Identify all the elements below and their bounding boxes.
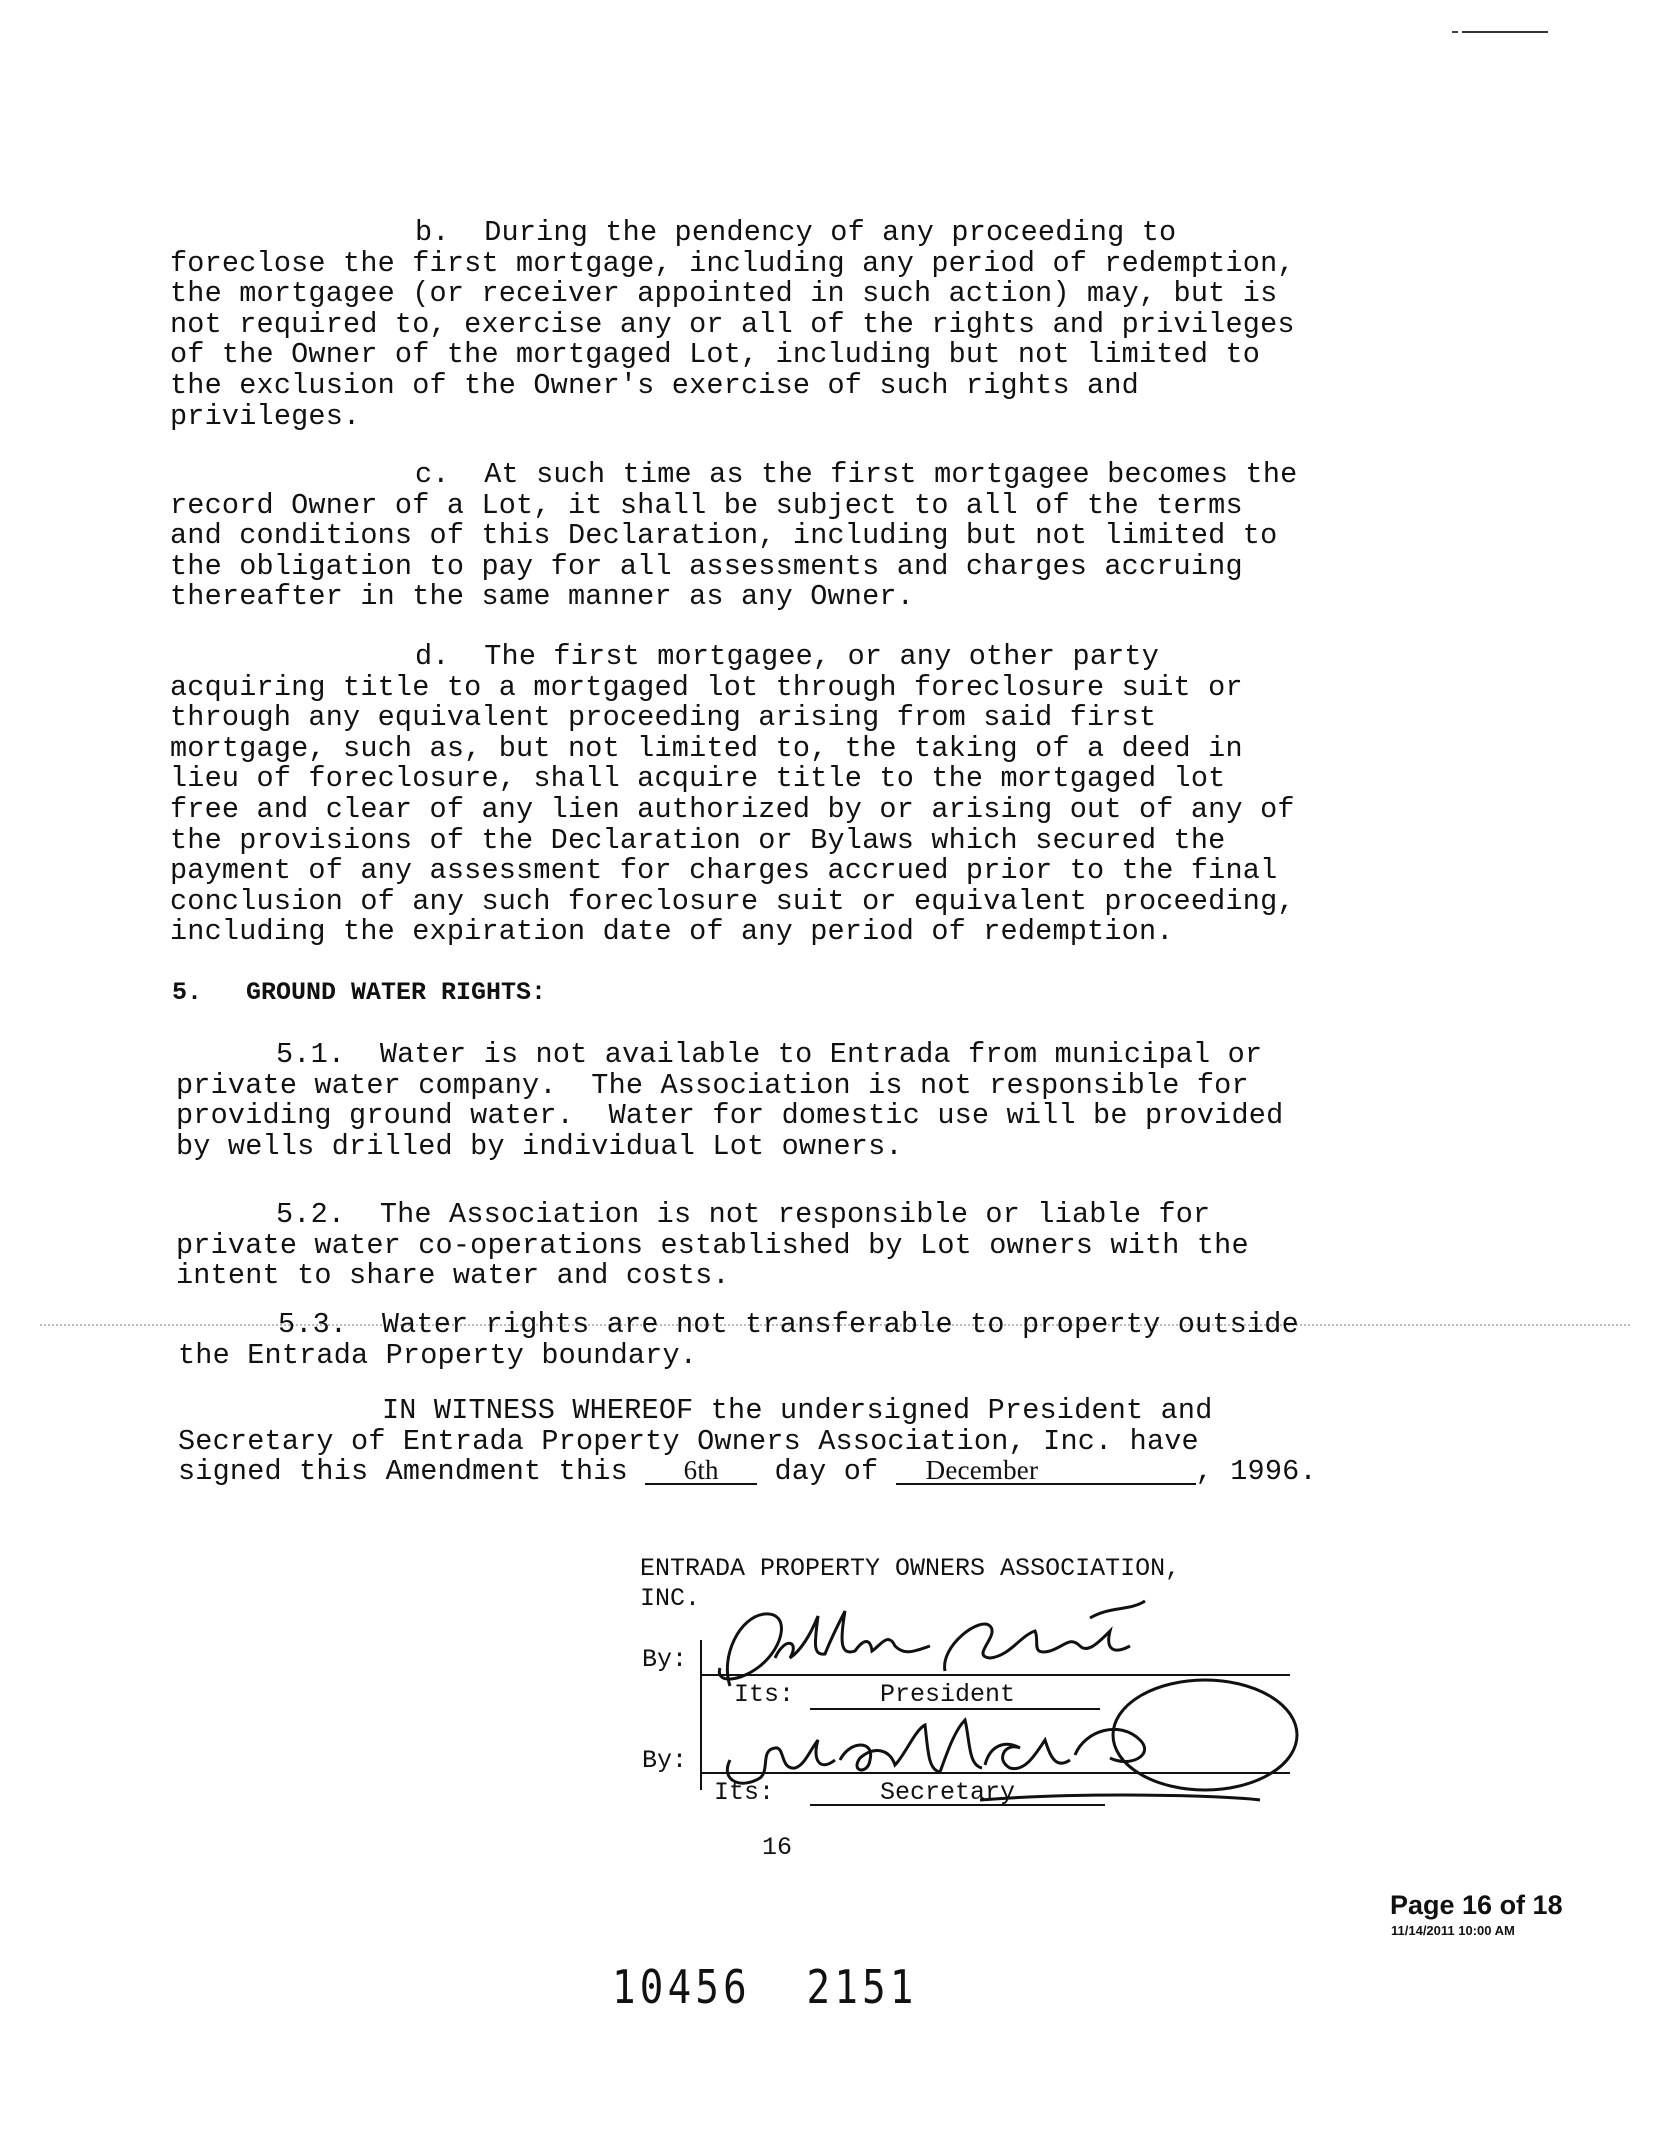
paragraph-b-line: privileges. <box>170 399 361 433</box>
day-field: 6th <box>645 1457 757 1485</box>
paragraph-c <box>170 460 1297 613</box>
paragraph-5-3-line: the Entrada Property boundary. <box>178 1338 698 1372</box>
paragraph-d-line: lieu of foreclosure, shall acquire title to the mortgaged lot <box>170 762 1226 796</box>
paragraph-b-line: of the Owner of the mortgaged Lot, including but not limited to <box>170 338 1261 372</box>
paragraph-5-1-line: providing ground water. Water for domestic use will be provided <box>176 1099 1284 1133</box>
scan-mark-dot <box>1452 31 1458 33</box>
org-name-line: ENTRADA PROPERTY OWNERS ASSOCIATION, <box>640 1554 1181 1583</box>
paragraph-b-line: the exclusion of the Owner's exercise of such rights and <box>170 368 1139 402</box>
paragraph-b-line: the mortgagee (or receiver appointed in such action) may, but is <box>170 277 1278 311</box>
paragraph-d <box>170 642 1295 948</box>
paragraph-c-line: record Owner of a Lot, it shall be subject to all of the terms <box>170 488 1243 522</box>
scan-mark <box>1462 31 1548 33</box>
its-label-secretary: Its: <box>714 1778 775 1807</box>
paragraph-c-line: thereafter in the same manner as any Owner. <box>170 580 915 614</box>
section-title: GROUND WATER RIGHTS: <box>246 978 547 1007</box>
witness-line: day of <box>757 1455 896 1489</box>
paragraph-d-line: acquiring title to a mortgaged lot through foreclosure suit or <box>170 670 1243 704</box>
paragraph-d-label: d. <box>415 640 450 673</box>
paragraph-5-2-label: 5.2. <box>276 1198 346 1231</box>
paragraph-c-line: and conditions of this Declaration, including but not limited to <box>170 519 1278 553</box>
paragraph-5-3-line: Water rights are not transferable to property outside <box>381 1308 1299 1341</box>
paragraph-c-label: c. <box>415 458 450 491</box>
paragraph-5-1 <box>176 1040 1283 1162</box>
paragraph-5-1-line: private water company. The Association is not responsible for <box>176 1068 1249 1102</box>
section-5-heading <box>172 978 546 1007</box>
president-title: President <box>880 1680 1016 1709</box>
paragraph-d-line: the provisions of the Declaration or Bylaws which secured the <box>170 823 1226 857</box>
paragraph-d-line: free and clear of any lien authorized by or arising out of any of <box>170 792 1295 826</box>
by-label-secretary: By: <box>642 1746 688 1775</box>
paragraph-b-label: b. <box>415 216 450 249</box>
paragraph-d-line: The first mortgagee, or any other party <box>484 640 1160 673</box>
paragraph-d-line: through any equivalent proceeding arising from said first <box>170 701 1157 735</box>
its-label-president: Its: <box>734 1680 795 1709</box>
secretary-signature <box>700 1660 1320 1820</box>
recording-number: 10456 2151 <box>612 1960 918 2014</box>
timestamp-label: 11/14/2011 10:00 AM <box>1391 1923 1515 1938</box>
paragraph-5-1-line: by wells drilled by individual Lot owners. <box>176 1129 903 1163</box>
witness-line: IN WITNESS WHEREOF the undersigned President and <box>382 1394 1213 1427</box>
witness-line: , 1996. <box>1195 1455 1317 1489</box>
paragraph-c-line: At such time as the first mortgagee becomes the <box>484 458 1298 491</box>
paragraph-5-1-label: 5.1. <box>276 1038 346 1071</box>
paragraph-d-line: payment of any assessment for charges accrued prior to the final <box>170 854 1278 888</box>
paragraph-5-1-line: Water is not available to Entrada from municipal or <box>379 1038 1263 1071</box>
by-label-president: By: <box>642 1645 688 1674</box>
witness-line: signed this Amendment this <box>178 1455 646 1489</box>
paragraph-d-line: mortgage, such as, but not limited to, the taking of a deed in <box>170 731 1243 765</box>
paragraph-b-line: foreclose the first mortgage, including any period of redemption, <box>170 246 1295 280</box>
paragraph-d-line: including the expiration date of any period of redemption. <box>170 915 1174 949</box>
paragraph-5-3 <box>178 1310 1299 1371</box>
page-number: 16 <box>762 1833 793 1862</box>
paragraph-5-2 <box>176 1200 1249 1292</box>
witness-clause <box>178 1396 1317 1488</box>
paragraph-b <box>170 218 1295 432</box>
paragraph-5-3-label: 5.3. <box>278 1308 348 1341</box>
paragraph-c-line: the obligation to pay for all assessments and charges accruing <box>170 549 1243 583</box>
paragraph-5-2-line: The Association is not responsible or liable for <box>379 1198 1211 1231</box>
paragraph-b-line: not required to, exercise any or all of the rights and privileges <box>170 307 1295 341</box>
page-of-label: Page 16 of 18 <box>1390 1890 1563 1920</box>
secretary-title: Secretary <box>880 1778 1016 1807</box>
paragraph-b-line: During the pendency of any proceeding to <box>484 216 1177 249</box>
org-name-line: INC. <box>640 1584 701 1613</box>
paragraph-5-2-line: private water co-operations established by Lot owners with the <box>176 1228 1249 1262</box>
section-number: 5. <box>172 978 203 1007</box>
witness-line: Secretary of Entrada Property Owners Association, Inc. have <box>178 1424 1199 1458</box>
paragraph-5-2-line: intent to share water and costs. <box>176 1259 730 1293</box>
month-field: December <box>896 1457 1196 1485</box>
paragraph-d-line: conclusion of any such foreclosure suit or equivalent proceeding, <box>170 884 1295 918</box>
